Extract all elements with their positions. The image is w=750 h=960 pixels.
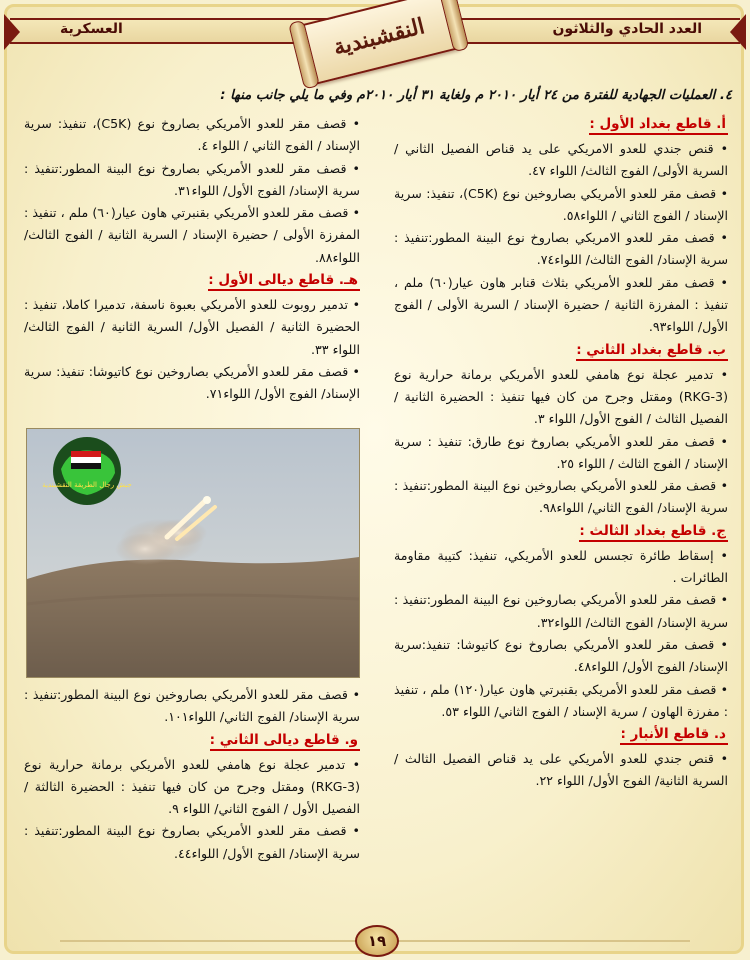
page-number-badge (355, 925, 399, 957)
subheading-diyala-1: هـ. قاطع ديالى الأول : (208, 271, 360, 291)
page-number: ١٩ (367, 932, 387, 950)
section-heading: ٤. العمليات الجهادية للفترة من ٢٤ أيار ٢٠١٠ م ولغاية ٣١ أيار ٢٠١٠م وفي ما يلي جانب منها : (220, 88, 732, 103)
left-column-bottom (24, 684, 360, 865)
subheading-baghdad-1: أ. قاطع بغداد الأول : (589, 115, 728, 135)
list-item: • قصف مقر للعدو الأمريكي بثلاث قنابر هاون عيار(٦٠) ملم ، تنفيذ : المفرزة الثانية / حضيرة الإسناد / السرية الأولى / الفوج الأول/ اللواء٩٣. (394, 274, 728, 335)
subheading-baghdad-3: ج. قاطع بغداد الثالث : (579, 522, 728, 542)
list-item: • تدمير عجلة نوع هامفي للعدو الأمريكي برمانة حرارية نوع (RKG-3) ومقتل وجرح من كان فيها تنفيذ : الحضيرة الثالثة / الفصيل الأول / الفوج الثاني/ اللواء ٩. (24, 756, 360, 817)
list-item: • قصف مقر للعدو الأمريكي بصاروخين نوع كاتيوشا: تنفيذ: سرية الإسناد/ الفوج الأول/ اللواء٧١. (24, 363, 360, 402)
photo-illustration (27, 429, 359, 677)
desert-ground (27, 557, 359, 677)
list-item: • قنص جندي للعدو الأمريكي على يد قناص الفصيل الثالث / السرية الثانية/ الفوج الأول/ اللواء ٢٢. (394, 751, 728, 789)
banner-title: النقشبندية (330, 13, 428, 61)
logo-caption: جيش رجال الطريقة النقشبندية (42, 481, 132, 489)
list-item: • إسقاط طائرة تجسس للعدو الأمريكي، تنفيذ: كتيبة مقاومة الطائرات . (394, 547, 728, 586)
list-item: • قصف مقر للعدو الأمريكي بصاروخ نوع كاتيوشا: تنفيذ:سرية الإسناد/ الفوج الأول/ اللواء٤٨. (394, 636, 728, 675)
rocket-flare (203, 496, 211, 504)
list-item: • قصف مقر للعدو الأمريكي بصاروخ نوع البينة المطور:تنفيذ : سرية الإسناد/ الفوج الأول/ اللواء٤٤. (24, 823, 360, 861)
list-item: • قصف مقر للعدو الأمريكي بقنبرتي هاون عيار(١٢٠) ملم ، تنفيذ : مفرزة الهاون / سرية الإسناد / الفوج الثاني/ اللواء ٥٣. (394, 681, 729, 719)
subheading-anbar: د. قاطع الأنبار : (620, 725, 728, 745)
list-item: • قصف مقر للعدو الأمريكي بصاروخ نوع البينة المطور:تنفيذ : سرية الإسناد/ الفوج الأول/ اللواء٣١. (24, 160, 360, 198)
list-item: • قصف مقر للعدو الأمريكي بقنبرتي هاون عيار(٦٠) ملم ، تنفيذ : المفرزة الأولى / حضيرة الإسناد / السرية الثانية / الفوج الثالث/ اللواء٨٨. (24, 205, 360, 265)
magazine-section-label: العسكرية (60, 21, 123, 37)
list-item: • تدمير عجلة نوع هامفي للعدو الأمريكي برمانة حرارية نوع (RKG-3) ومقتل وجرح من كان فيها تنفيذ : الحضيرة الثانية / الفصيل الثالث / الفوج الأول/ اللواء ٣. (394, 366, 728, 427)
left-column-top (24, 113, 360, 406)
list-item: • قصف مقر للعدو الأمريكي بصاروخين نوع البينة المطور:تنفيذ : سرية الإسناد/ الفوج الثاني/ اللواء١٠١. (24, 687, 360, 725)
ribbon-right-tail (730, 14, 746, 50)
list-item: • قنص جندي للعدو الامريكي على يد قناص الفصيل الثاني / السرية الأولى/ الفوج الثالث/ اللواء ٤٧. (394, 141, 728, 179)
list-item: • قصف مقر للعدو الأمريكي بصاروخين نوع (C5K)، تنفيذ: سرية الإسناد / الفوج الثاني / اللواء٥٨. (394, 185, 729, 223)
issue-label: العدد الحادي والثلاثون (552, 21, 702, 37)
subheading-diyala-2: و. قاطع ديالى الثاني : (210, 731, 360, 751)
list-item: • قصف مقر للعدو الأمريكي بصاروخين نوع البينة المطور:تنفيذ : سرية الإسناد/ الفوج الثاني/ اللواء٩٨. (394, 478, 728, 516)
ribbon-left-tail (4, 14, 20, 50)
list-item: • قصف مقر للعدو الأمريكي بصاروخ نوع طارق: تنفيذ : سرية الإسناد / الفوج الثالث / اللواء ٢٥. (394, 433, 728, 471)
rocket-launch-photo (26, 428, 360, 678)
list-item: • قصف مقر للعدو الأمريكي بصاروخ نوع (C5K)، تنفيذ: سرية الإسناد / الفوج الثاني / اللواء ٤. (24, 116, 360, 154)
subheading-baghdad-2: ب. قاطع بغداد الثاني : (576, 341, 728, 361)
list-item: • قصف مقر للعدو الأمريكي بصاروخين نوع البينة المطور:تنفيذ : سرية الإسناد/ الفوج الثالث/ اللواء٣٢. (394, 592, 728, 630)
list-item: • قصف مقر للعدو الامريكي بصاروخ نوع البينة المطور:تنفيذ : سرية الإسناد/ الفوج الثالث/ اللواء٧٤. (394, 230, 728, 268)
list-item: • تدمير روبوت للعدو الأمريكي بعبوة ناسفة، تدميرا كاملا، تنفيذ : الحضيرة الثانية / الفصيل الأول/ السرية الثانية / الفوج الثالث/ اللواء ٣٣. (24, 297, 360, 357)
right-column (394, 113, 728, 793)
